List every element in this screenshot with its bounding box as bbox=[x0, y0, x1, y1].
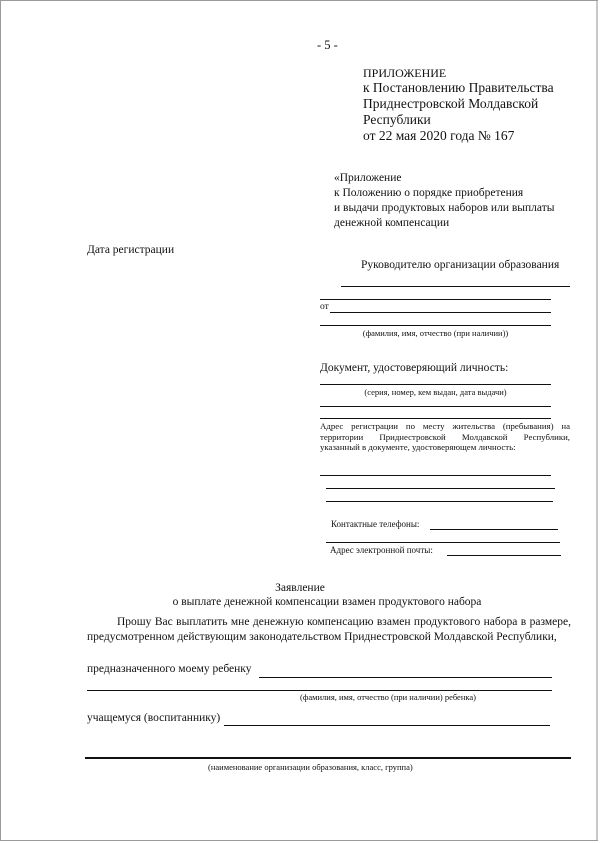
fill-line[interactable] bbox=[326, 488, 555, 489]
fill-line[interactable] bbox=[87, 690, 552, 691]
from-label: от bbox=[320, 302, 329, 312]
fill-line[interactable] bbox=[326, 501, 553, 502]
id-doc-label: Документ, удостоверяющий личность: bbox=[320, 362, 509, 374]
header-line: Приднестровской Молдавской bbox=[363, 96, 539, 111]
header-line: от 22 мая 2020 года № 167 bbox=[363, 128, 515, 143]
page-number: - 5 - bbox=[317, 38, 338, 52]
fill-line[interactable] bbox=[320, 299, 551, 300]
fill-line[interactable] bbox=[320, 418, 551, 419]
fill-line[interactable] bbox=[330, 312, 551, 313]
appendix-line: и выдачи продуктовых наборов или выплаты bbox=[334, 202, 555, 214]
appendix-line: «Приложение bbox=[334, 172, 402, 184]
child-label: предназначенного моему ребенку bbox=[87, 663, 252, 675]
phones-label: Контактные телефоны: bbox=[331, 519, 420, 529]
fio-caption: (фамилия, имя, отчество (при наличии)) bbox=[362, 328, 509, 338]
header-line: ПРИЛОЖЕНИЕ bbox=[363, 66, 447, 80]
org-input-line[interactable] bbox=[85, 757, 571, 759]
appendix-line: денежной компенсации bbox=[334, 217, 450, 229]
child-input-line[interactable] bbox=[259, 677, 552, 678]
fill-line[interactable] bbox=[326, 542, 560, 543]
appendix-line: к Положению о порядке приобретения bbox=[334, 187, 524, 199]
org-caption: (наименование организации образования, класс, группа) bbox=[208, 762, 413, 772]
request-paragraph: Прошу Вас выплатить мне денежную компенсацию взамен продуктового набора в размере, предусмотренном действующим законодательством Приднестровской Молдавской Республики, bbox=[87, 616, 571, 643]
child-caption: (фамилия, имя, отчество (при наличии) ребенка) bbox=[300, 692, 476, 702]
document-title: Заявление bbox=[275, 582, 325, 594]
email-label: Адрес электронной почты: bbox=[330, 545, 433, 555]
email-input-line[interactable] bbox=[447, 555, 561, 556]
pupil-input-line[interactable] bbox=[224, 725, 550, 726]
fill-line[interactable] bbox=[341, 286, 570, 287]
addressee-label: Руководителю организации образования bbox=[361, 259, 560, 271]
pupil-label: учащемуся (воспитаннику) bbox=[87, 712, 221, 724]
header-line: Республики bbox=[363, 112, 431, 127]
fill-line[interactable] bbox=[320, 325, 551, 326]
address-text: Адрес регистрации по месту жительства (пребывания) на территории Приднестровской Молдавской Республики, указанный в документе, удостоверяющем личность: bbox=[320, 421, 570, 453]
id-doc-caption: (серия, номер, кем выдан, дата выдачи) bbox=[364, 387, 507, 397]
registration-date-label: Дата регистрации bbox=[87, 244, 175, 256]
fill-line[interactable] bbox=[320, 475, 551, 476]
header-line: к Постановлению Правительства bbox=[363, 80, 554, 95]
document-subtitle: о выплате денежной компенсации взамен продуктового набора bbox=[172, 596, 482, 608]
fill-line[interactable] bbox=[320, 406, 551, 407]
fill-line[interactable] bbox=[320, 384, 551, 385]
phone-input-line[interactable] bbox=[430, 529, 558, 530]
